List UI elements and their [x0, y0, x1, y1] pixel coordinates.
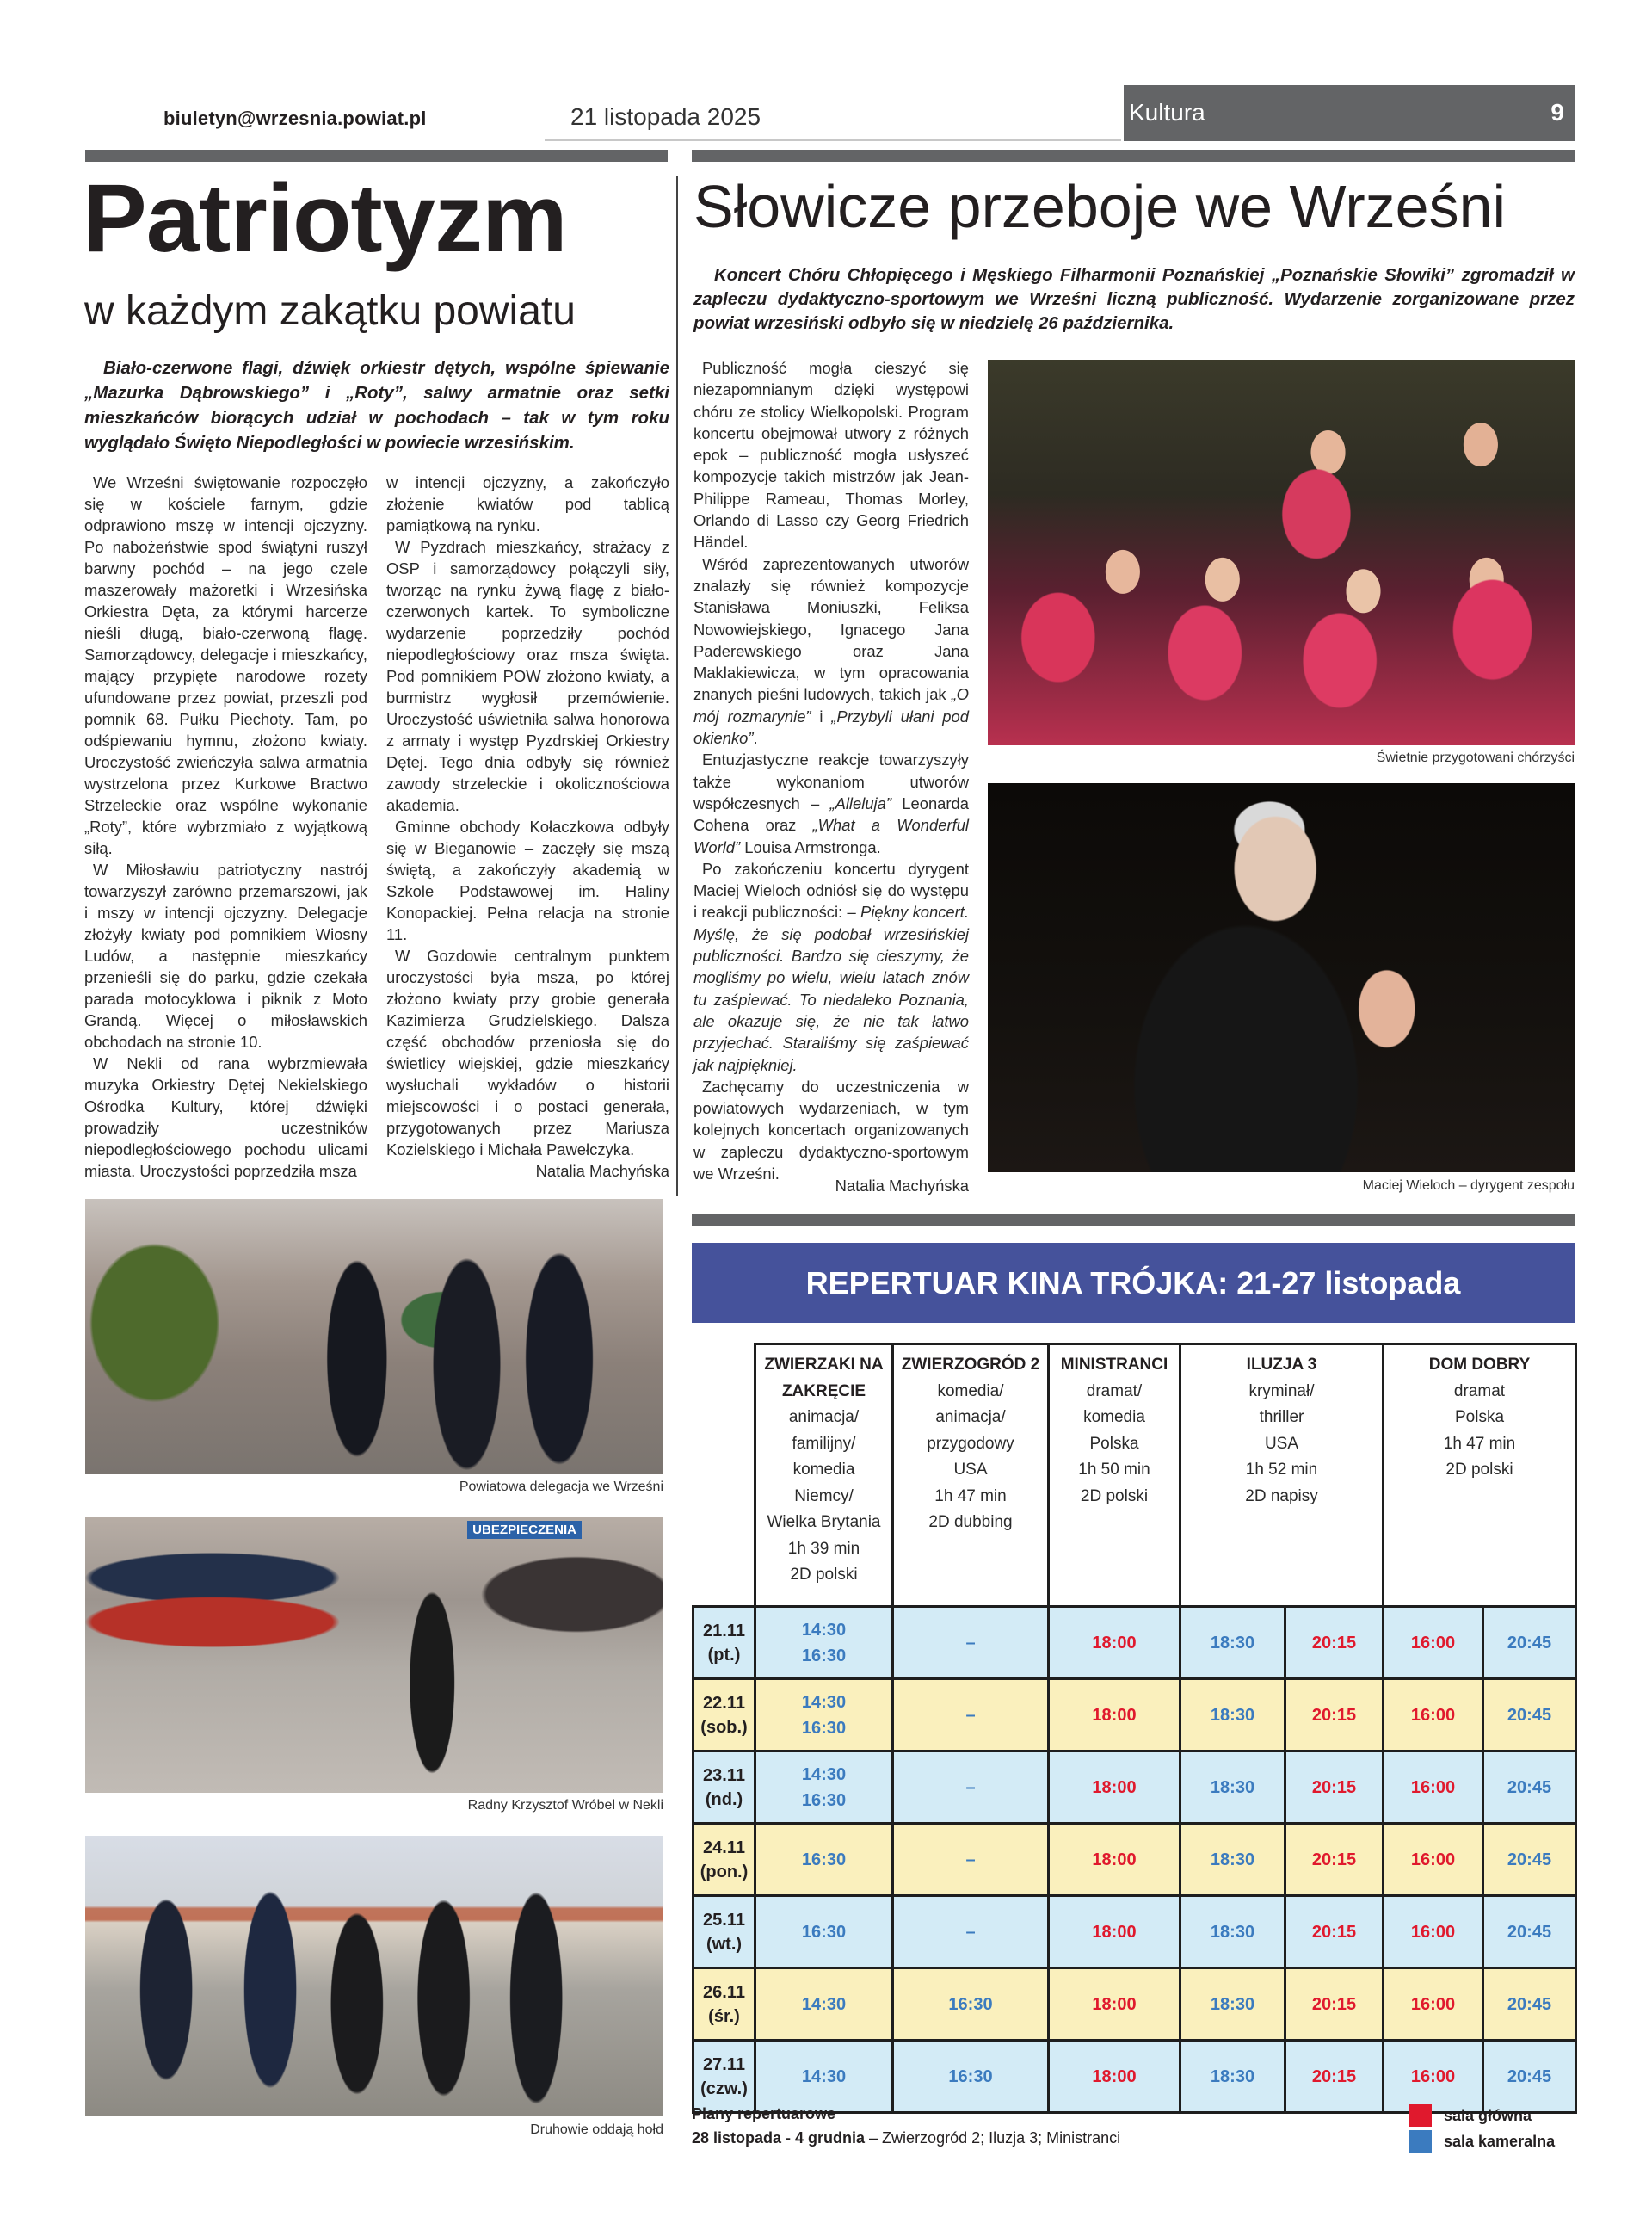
paragraph: w intencji ojczyzny, a zakończyło złożenie kwiatów pod tablicą pamiątkową na rynku.	[386, 473, 669, 534]
photo-caption: Maciej Wieloch – dyrygent zespołu	[1362, 1178, 1575, 1193]
film-detail: 2D polski	[1446, 1461, 1513, 1479]
photo-nekla	[85, 1517, 663, 1793]
cinema-banner: REPERTUAR KINA TRÓJKA: 21-27 listopada	[692, 1243, 1575, 1323]
date-label: 21.11	[703, 1621, 745, 1640]
rule-right	[692, 150, 1575, 162]
showtime: 20:45	[1507, 1922, 1552, 1942]
paragraph: Entuzjastyczne reakcje towarzyszyły także wykonaniom utworów współczesnych – „Alleluja” Leonarda Cohena oraz „What a Wonderful World” Louisa Armstronga.	[693, 751, 970, 856]
article-title-right: Słowicze przeboje we Wrześni	[693, 173, 1507, 240]
showtime-cell	[755, 1896, 893, 1968]
showtime-cell	[755, 1679, 893, 1751]
film-header	[755, 1344, 893, 1607]
article-subtitle-left: w każdym zakątku powiatu	[84, 288, 576, 334]
showtime-cell	[1049, 1824, 1180, 1896]
showtime: 16:00	[1410, 1922, 1456, 1942]
showtime-cell	[755, 1607, 893, 1679]
film-detail: 1h 47 min	[1443, 1434, 1516, 1453]
contact-email: biuletyn@wrzesnia.powiat.pl	[163, 108, 427, 129]
photo-caption: Świetnie przygotowani chórzyści	[1376, 751, 1575, 765]
showtime-cell	[1384, 1751, 1483, 1824]
film-detail: 1h 47 min	[934, 1486, 1007, 1505]
showtime: 20:45	[1507, 2066, 1552, 2086]
showtime: 18:30	[1210, 1922, 1255, 1942]
showtime-cell	[1285, 1607, 1384, 1679]
table-row	[693, 1896, 1576, 1968]
photo-delegation	[85, 1199, 663, 1474]
film-detail: Niemcy/	[794, 1486, 854, 1505]
film-detail: thriller	[1259, 1408, 1304, 1426]
film-detail: USA	[1264, 1434, 1299, 1453]
showtime-cell	[893, 1751, 1049, 1824]
section-bar	[1124, 85, 1575, 141]
weekday-label: (czw.)	[700, 2079, 748, 2098]
showtime-cell	[755, 1824, 893, 1896]
showtime: 18:30	[1210, 1994, 1255, 2014]
film-title: ILUZJA 3	[1246, 1356, 1317, 1374]
article-body-left	[84, 472, 669, 1182]
showtime-cell	[1384, 2041, 1483, 2113]
film-detail: USA	[953, 1461, 988, 1479]
table-row	[693, 1679, 1576, 1751]
showtime-cell	[1049, 1751, 1180, 1824]
showtime: 16:00	[1410, 1994, 1456, 2014]
showtime: 20:15	[1311, 1633, 1357, 1652]
showtime: 18:00	[1092, 2066, 1137, 2086]
showtime: 16:00	[1410, 1850, 1456, 1869]
photo-caption: Radny Krzysztof Wróbel w Nekli	[467, 1798, 663, 1813]
legend-swatch-red	[1409, 2104, 1432, 2127]
showtime: 16:00	[1410, 1777, 1456, 1797]
film-title: DOM DOBRY	[1428, 1356, 1531, 1374]
showtime-cell	[1483, 2041, 1576, 2113]
paragraph: Zachęcamy do uczestniczenia w powiatowych wydarzeniach, w tym kolejnych koncertach organizowanych w zapleczu dydaktyczno-sportowym we Wrześni.	[693, 1077, 969, 1183]
showtime-cell	[1483, 1751, 1576, 1824]
showtime-cell	[1180, 1751, 1285, 1824]
day-cell	[693, 1968, 755, 2041]
showtime: 16:30	[801, 1850, 847, 1869]
showtime-cell	[893, 1896, 1049, 1968]
showtime-cell	[1384, 1896, 1483, 1968]
table-row	[693, 1824, 1576, 1896]
showtime: 20:15	[1311, 1922, 1357, 1942]
header-blank-cell	[693, 1344, 755, 1607]
showtime: 16:30	[801, 1718, 847, 1738]
photo-caption: Druhowie oddają hołd	[530, 2122, 663, 2137]
date-label: 22.11	[703, 1693, 745, 1713]
showtime: 16:00	[1410, 2066, 1456, 2086]
column-divider	[676, 176, 678, 1196]
film-detail: Wielka Brytania	[767, 1513, 881, 1531]
paragraph: Gminne obchody Kołaczkowa odbyły się w Bieganowie – zaczęły się mszą świętą, a zakończyły akademią w Szkole Podstawowej im. Haliny Konopackiej. Pełna relacja na stronie 11.	[386, 818, 669, 943]
photo-conductor	[988, 783, 1575, 1172]
showtime: 16:30	[801, 1646, 847, 1665]
film-detail: 1h 52 min	[1245, 1461, 1318, 1479]
showtime: 20:15	[1311, 1850, 1357, 1869]
film-detail: komedia	[1083, 1408, 1145, 1426]
weekday-label: (nd.)	[705, 1789, 743, 1809]
film-title: ZWIERZAKI NA ZAKRĘCIE	[764, 1356, 884, 1400]
rule-cinema	[692, 1214, 1575, 1226]
showtime-cell	[1285, 1824, 1384, 1896]
showtime: 18:00	[1092, 1777, 1137, 1797]
showtime: 14:30	[801, 2066, 847, 2086]
showtime: 20:45	[1507, 1777, 1552, 1797]
legend-item	[1409, 2128, 1555, 2154]
showtime: 18:30	[1210, 1850, 1255, 1869]
showtime: 18:00	[1092, 1633, 1137, 1652]
film-detail: przygodowy	[927, 1434, 1014, 1453]
film-header	[1384, 1344, 1576, 1607]
paragraph: Po zakończeniu koncertu dyrygent Maciej Wieloch odniósł się do występu i reakcji publiczności: – Piękny koncert. Myślę, że się podobał wrzesińskiej publiczności. Bardzo się cieszymy, że mogliśmy po wielu, wielu latach znów tu zaśpiewać. To niedaleko Poznania, ale okazuje się, że nie tak łatwo przyjechać. Staraliśmy się zaśpiewać jak najpiękniej.	[693, 859, 969, 1074]
body-column-1	[84, 472, 367, 1182]
showtime-cell	[893, 1824, 1049, 1896]
showtime: 18:30	[1210, 1705, 1255, 1725]
table-row	[693, 1968, 1576, 2041]
showtime: 18:00	[1092, 1994, 1137, 2014]
showtime-cell	[1285, 2041, 1384, 2113]
showtime-cell	[1384, 1824, 1483, 1896]
showtime-cell	[1483, 1824, 1576, 1896]
showtime-cell	[893, 1607, 1049, 1679]
showtime: 16:00	[1410, 1705, 1456, 1725]
day-cell	[693, 1679, 755, 1751]
article-lead-left: Biało-czerwone flagi, dźwięk orkiestr dętych, wspólne śpiewanie „Mazurka Dąbrowskiego” i „Roty”, salwy armatnie oraz setki mieszkańców biorących udział w pochodach – tak w tym roku wyglądało Święto Niepodległości w powiecie wrzesińskim.	[84, 358, 669, 453]
paragraph: W Miłosławiu patriotyczny nastrój towarzyszył zarówno przemarszowi, jak i mszy w intencji ojczyzny. Delegacje złożyły kwiaty pod pomnikiem Wiosny Ludów, a następnie mieszkańcy przenieśli się do parku, gdzie czekała parada motocyklowa i piknik z Moto Grandą. Więcej o miłosławskich obchodach na stronie 10.	[84, 861, 367, 1051]
showtime: 18:00	[1092, 1922, 1137, 1942]
showtime-cell	[1483, 1607, 1576, 1679]
showtime: 20:15	[1311, 1777, 1357, 1797]
film-detail: animacja/	[935, 1408, 1006, 1426]
film-detail: dramat	[1453, 1381, 1506, 1400]
body-column-2	[386, 472, 669, 1182]
table-row	[693, 1751, 1576, 1824]
showtime-cell	[1180, 1896, 1285, 1968]
film-detail: 2D dubbing	[928, 1513, 1013, 1531]
showtime-cell	[1180, 1607, 1285, 1679]
day-cell	[693, 1896, 755, 1968]
showtime-cell	[1384, 1968, 1483, 2041]
paragraph: Publiczność mogła cieszyć się niezapomnianym dzięki występowi chóru ze stolicy Wielkopolski. Program koncertu obejmował utwory z różnych epok – publiczność mogła usłyszeć kompozycje takich mistrzów jak Jean-Philippe Rameau, Thomas Morley, Orlando di Lasso czy Georg Friedrich Händel.	[693, 359, 969, 552]
film-detail: Polska	[1089, 1434, 1139, 1453]
showtime: 14:30	[801, 1692, 847, 1712]
showtime-cell	[1384, 1607, 1483, 1679]
legend-swatch-blue	[1409, 2130, 1432, 2153]
plans-line: 28 listopada - 4 grudnia – Zwierzogród 2; Iluzja 3; Ministranci	[692, 2129, 1121, 2147]
showtime: 18:30	[1210, 1777, 1255, 1797]
film-detail: 2D polski	[1080, 1486, 1149, 1505]
section-name: Kultura	[1129, 99, 1205, 126]
showtime: 16:30	[801, 1790, 847, 1810]
showtime: 16:30	[948, 1994, 993, 2014]
showtime-cell	[1285, 1751, 1384, 1824]
showtime: 16:30	[948, 2066, 993, 2086]
legend-item	[1409, 2103, 1555, 2128]
showtime: 18:00	[1092, 1850, 1137, 1869]
showtime-cell	[1483, 1968, 1576, 2041]
day-cell	[693, 1607, 755, 1679]
showtime-cell	[1180, 1679, 1285, 1751]
weekday-label: (śr.)	[708, 2006, 740, 2026]
showtime: 20:15	[1311, 1705, 1357, 1725]
film-detail: dramat/	[1086, 1381, 1143, 1400]
header-divider	[545, 139, 1121, 141]
showtime: –	[965, 1777, 976, 1797]
film-detail: Polska	[1454, 1408, 1505, 1426]
photo-sign-text: UBEZPIECZENIA	[467, 1521, 582, 1539]
showtime: –	[965, 1633, 976, 1652]
showtime-cell	[1285, 1968, 1384, 2041]
date-label: 24.11	[703, 1838, 745, 1857]
article-author-right: Natalia Machyńska	[835, 1177, 969, 1195]
showtime-cell	[1285, 1679, 1384, 1751]
film-header	[1049, 1344, 1180, 1607]
showtime-cell	[1180, 1968, 1285, 2041]
film-detail: kryminał/	[1248, 1381, 1315, 1400]
showtime: 20:45	[1507, 1994, 1552, 2014]
film-title: ZWIERZOGRÓD 2	[901, 1356, 1040, 1374]
film-header	[1180, 1344, 1384, 1607]
showtime: 20:15	[1311, 2066, 1357, 2086]
legend-label: sala kameralna	[1444, 2133, 1556, 2150]
showtime-cell	[1285, 1896, 1384, 1968]
film-header	[893, 1344, 1049, 1607]
film-detail: 2D polski	[790, 1566, 858, 1584]
showtime-cell	[755, 1968, 893, 2041]
showtime-cell	[893, 1968, 1049, 2041]
paragraph: W Nekli od rana wybrzmiewała muzyka Orkiestry Dętej Nekielskiego Ośrodka Kultury, której dźwięki prowadziły uczestników niepodległościowego pochodu ulicami miasta. Uroczystości poprzedziła msza	[84, 1054, 367, 1180]
film-detail: 1h 50 min	[1078, 1461, 1150, 1479]
showtime: –	[965, 1850, 976, 1869]
page-number: 9	[1550, 99, 1564, 126]
date-label: 25.11	[703, 1910, 745, 1930]
showtime: 18:30	[1210, 2066, 1255, 2086]
legend-label: sala główna	[1444, 2107, 1532, 2124]
showtime: 20:15	[1311, 1994, 1357, 2014]
showtime-cell	[1180, 2041, 1285, 2113]
showtime: 14:30	[801, 1620, 847, 1640]
day-cell	[693, 1824, 755, 1896]
showtime-cell	[1049, 1679, 1180, 1751]
repertoire-plans	[692, 2102, 1120, 2150]
showtime-cell	[1049, 1968, 1180, 2041]
photo-choir	[988, 360, 1575, 745]
weekday-label: (pt.)	[707, 1645, 741, 1665]
hall-legend	[1409, 2103, 1555, 2154]
paragraph: Wśród zaprezentowanych utworów znalazły się również kompozycje Stanisława Moniuszki, Feliksa Nowowiejskiego, Ignacego Jana Paderewskiego oraz Jana Maklakiewicza, w tym opracowania znanych pieśni ludowych, takich jak „O mój rozmarynie” i „Przybyli ułani pod okienko”.	[693, 554, 969, 748]
showtime: 20:45	[1507, 1633, 1552, 1652]
film-detail: familijny/	[792, 1434, 856, 1453]
showtime-cell	[1180, 1824, 1285, 1896]
paragraph: We Wrześni świętowanie rozpoczęło się w kościele farnym, gdzie odprawiono mszę w intencji ojczyzny. Po nabożeństwie spod świątyni ruszył barwny pochód – na jego czele maszerowały mażoretki i Wrzesińska Orkiestra Dęta, za którymi harcerze nieśli długą, biało-czerwoną flagę. Samorządowcy, delegacje i mieszkańcy, mający przypięte narodowe rozety ufundowane przez powiat, przeszli pod pomnik 68. Pułku Piechoty. Tam, po odśpiewaniu hymnu, złożono kwiaty. Uroczystość zwieńczyła salwa armatnia wystrzelona przez Kurkowe Bractwo Strzeleckie oraz wspólne wykonanie „Roty”, które wybrzmiało z wyjątkową siłą.	[84, 473, 367, 857]
paragraph: W Pyzdrach mieszkańcy, strażacy z OSP i samorządowcy połączyli siły, tworząc na rynku żywą flagę z biało-czerwonych kartek. To symboliczne wydarzenie poprzedziły pochód niepodległościowy oraz msza święta. Pod pomnikiem POW złożono kwiaty, a burmistrz wygłosił przemówienie. Uroczystość uświetniła salwa honorowa z armaty i występ Pyzdrskiej Orkiestry Dętej. Tego dnia odbyły się również zawody strzeleckie i okolicznościowa akademia.	[386, 538, 669, 814]
showtime: –	[965, 1705, 976, 1725]
film-detail: 1h 39 min	[787, 1539, 860, 1558]
showtime-cell	[1049, 1896, 1180, 1968]
showtime: 16:00	[1410, 1633, 1456, 1652]
showtime-cell	[1049, 1607, 1180, 1679]
showtime-cell	[893, 1679, 1049, 1751]
photo-caption: Powiatowa delegacja we Wrześni	[459, 1479, 663, 1494]
film-detail: komedia/	[937, 1381, 1004, 1400]
showtime-cell	[1483, 1896, 1576, 1968]
weekday-label: (pon.)	[700, 1862, 749, 1881]
film-detail: animacja/	[788, 1408, 860, 1426]
showtime-cell	[1384, 1679, 1483, 1751]
paragraph: W Gozdowie centralnym punktem uroczystości była msza, po której złożono kwiaty przy grobie generała Kazimierza Grudzielskiego. Dalsza część obchodów przeniosła się do świetlicy wiejskiej, gdzie mieszkańcy wysłuchali wykładów o historii miejscowości i o postaci generała, przygotowanych przez Mariusza Kozielskiego i Michała Pawełczyka.	[386, 947, 669, 1158]
cinema-schedule-table	[692, 1343, 1577, 2114]
showtime: 18:00	[1092, 1705, 1137, 1725]
showtime-cell	[1483, 1679, 1576, 1751]
film-detail: 2D napisy	[1245, 1486, 1318, 1505]
showtime: –	[965, 1922, 976, 1942]
issue-date: 21 listopada 2025	[570, 103, 761, 130]
film-title: MINISTRANCI	[1060, 1356, 1168, 1374]
photo-firefighters	[85, 1836, 663, 2116]
table-row	[693, 1607, 1576, 1679]
article-author-left: Natalia Machyńska	[535, 1162, 669, 1180]
showtime: 16:30	[801, 1922, 847, 1942]
article-title-left: Patriotyzm	[83, 164, 567, 272]
rule-left	[85, 150, 668, 162]
film-detail: komedia	[792, 1461, 855, 1479]
showtime: 14:30	[801, 1994, 847, 2014]
showtime: 18:30	[1210, 1633, 1255, 1652]
table-header-row	[693, 1344, 1576, 1607]
date-label: 27.11	[703, 2054, 745, 2074]
showtime: 20:45	[1507, 1705, 1552, 1725]
showtime: 20:45	[1507, 1850, 1552, 1869]
showtime: 14:30	[801, 1764, 847, 1784]
article-lead-right: Koncert Chóru Chłopięcego i Męskiego Filharmonii Poznańskiej „Poznańskie Słowiki” zgromadził w zapleczu dydaktyczno-sportowym we Wrześni liczną publiczność. Wydarzenie zorganizowane przez powiat wrzesiński odbyło się w niedzielę 26 października.	[693, 265, 1575, 333]
weekday-label: (sob.)	[700, 1717, 748, 1737]
showtime-cell	[755, 1751, 893, 1824]
date-label: 23.11	[703, 1765, 745, 1785]
weekday-label: (wt.)	[706, 1934, 743, 1954]
date-label: 26.11	[703, 1982, 745, 2002]
article-body-right	[693, 357, 969, 1184]
day-cell	[693, 1751, 755, 1824]
plans-heading: Plany repertuarowe	[692, 2105, 836, 2122]
